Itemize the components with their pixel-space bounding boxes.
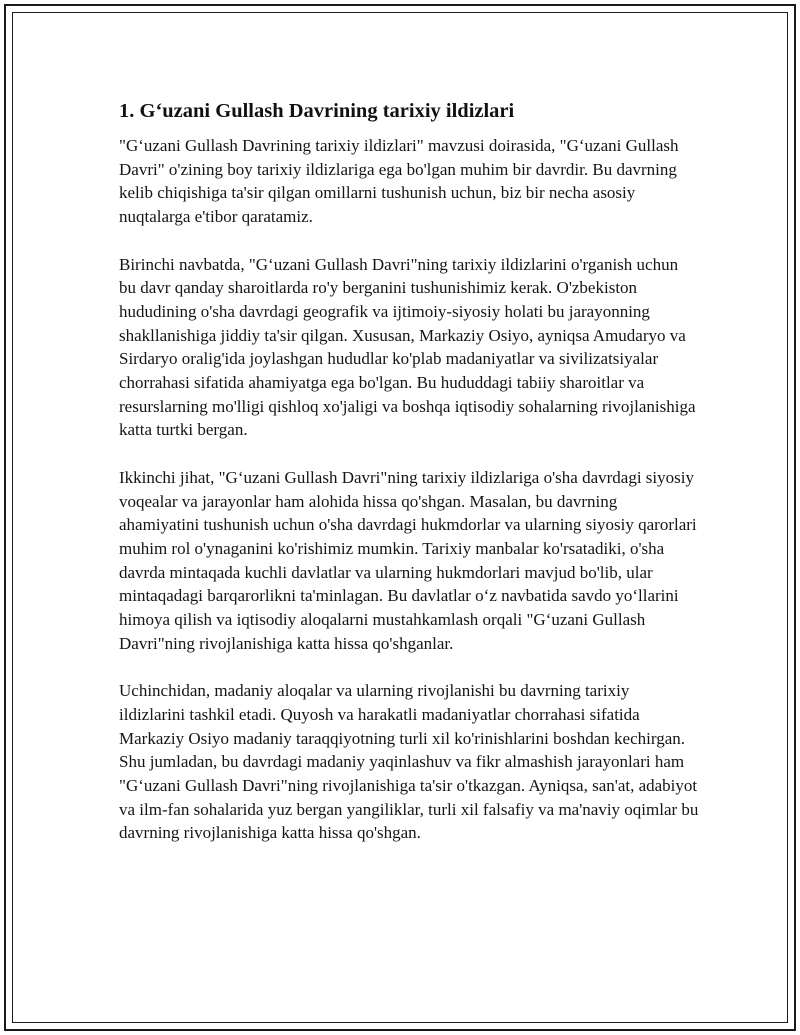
document-page — [4, 4, 796, 1031]
paragraph-third-point: Uchinchidan, madaniy aloqalar va ularning rivojlanishi bu davrning tarixiy ildizlarini tashkil etadi. Quyosh va harakatli madaniyatlar chorrahasi sifatida Markaziy Osiyo madaniy taraqqiyotning turli xil ko'rinishlarini boshdan kechirgan. Shu jumladan, bu davrdagi madaniy yaqinlashuv va fikr almashish jarayonlari ham "G‘uzani Gullash Davri"ning rivojlanishiga ta'sir o'tkazgan. Ayniqsa, san'at, adabiyot va ilm-fan sohalarida yuz bergan yangiliklar, turli xil falsafiy va ma'naviy oqimlar bu davrning rivojlanishiga katta hissa qo'shgan. — [119, 681, 699, 843]
paragraph-first-point: Birinchi navbatda, "G‘uzani Gullash Davri"ning tarixiy ildizlarini o'rganish uchun bu davr qanday sharoitlarda ro'y berganini tushunishimiz kerak. O'zbekiston hududining o'sha davrdagi geografik va ijtimoiy-siyosiy holati bu jarayonning shakllanishiga jiddiy ta'sir qilgan. Xususan, Markaziy Osiyo, ayniqsa Amudaryo va Sirdaryo oralig'ida joylashgan hududlar ko'plab madaniyatlar va sivilizatsiyalar chorrahasi sifatida ahamiyatga ega bo'lgan. Bu hududdagi tabiiy sharoitlar va resurslarning mo'lligi qishloq xo'jaligi va boshqa iqtisodiy sohalarning rivojlanishiga katta turtki bergan. — [119, 254, 696, 440]
paragraph-second-point: Ikkinchi jihat, "G‘uzani Gullash Davri"ning tarixiy ildizlariga o'sha davrdagi siyosiy voqealar va jarayonlar ham alohida hissa qo'shgan. Masalan, bu davrning ahamiyatini tushunish uchun o'sha davrdagi hukmdorlar va ularning siyosiy qarorlari muhim rol o'ynaganini ko'rishimiz mumkin. Tarixiy manbalar ko'rsatadiki, o'sha davrda mintaqada kuchli davlatlar va ularning hukmdorlari mavjud bo'lib, ular mintaqadagi barqarorlikni ta'minlagan. Bu davlatlar o‘z navbatida savdo yo‘llarini himoya qilish va iqtisodiy aloqalarni mustahkamlash orqali "G‘uzani Gullash Davri"ning rivojlanishiga katta hissa qo'shganlar. — [119, 467, 697, 653]
section-heading: 1. G‘uzani Gullash Davrining tarixiy ildizlari — [119, 100, 515, 122]
document-body — [119, 98, 699, 845]
paragraph-intro: "G‘uzani Gullash Davrining tarixiy ildizlari" mavzusi doirasida, "G‘uzani Gullash Davri" o'zining boy tarixiy ildizlariga ega bo'lgan muhim bir davrdir. Bu davrning kelib chiqishiga ta'sir qilgan omillarni tushunish uchun, biz bir necha asosiy nuqtalarga e'tibor qaratamiz. — [119, 136, 679, 227]
